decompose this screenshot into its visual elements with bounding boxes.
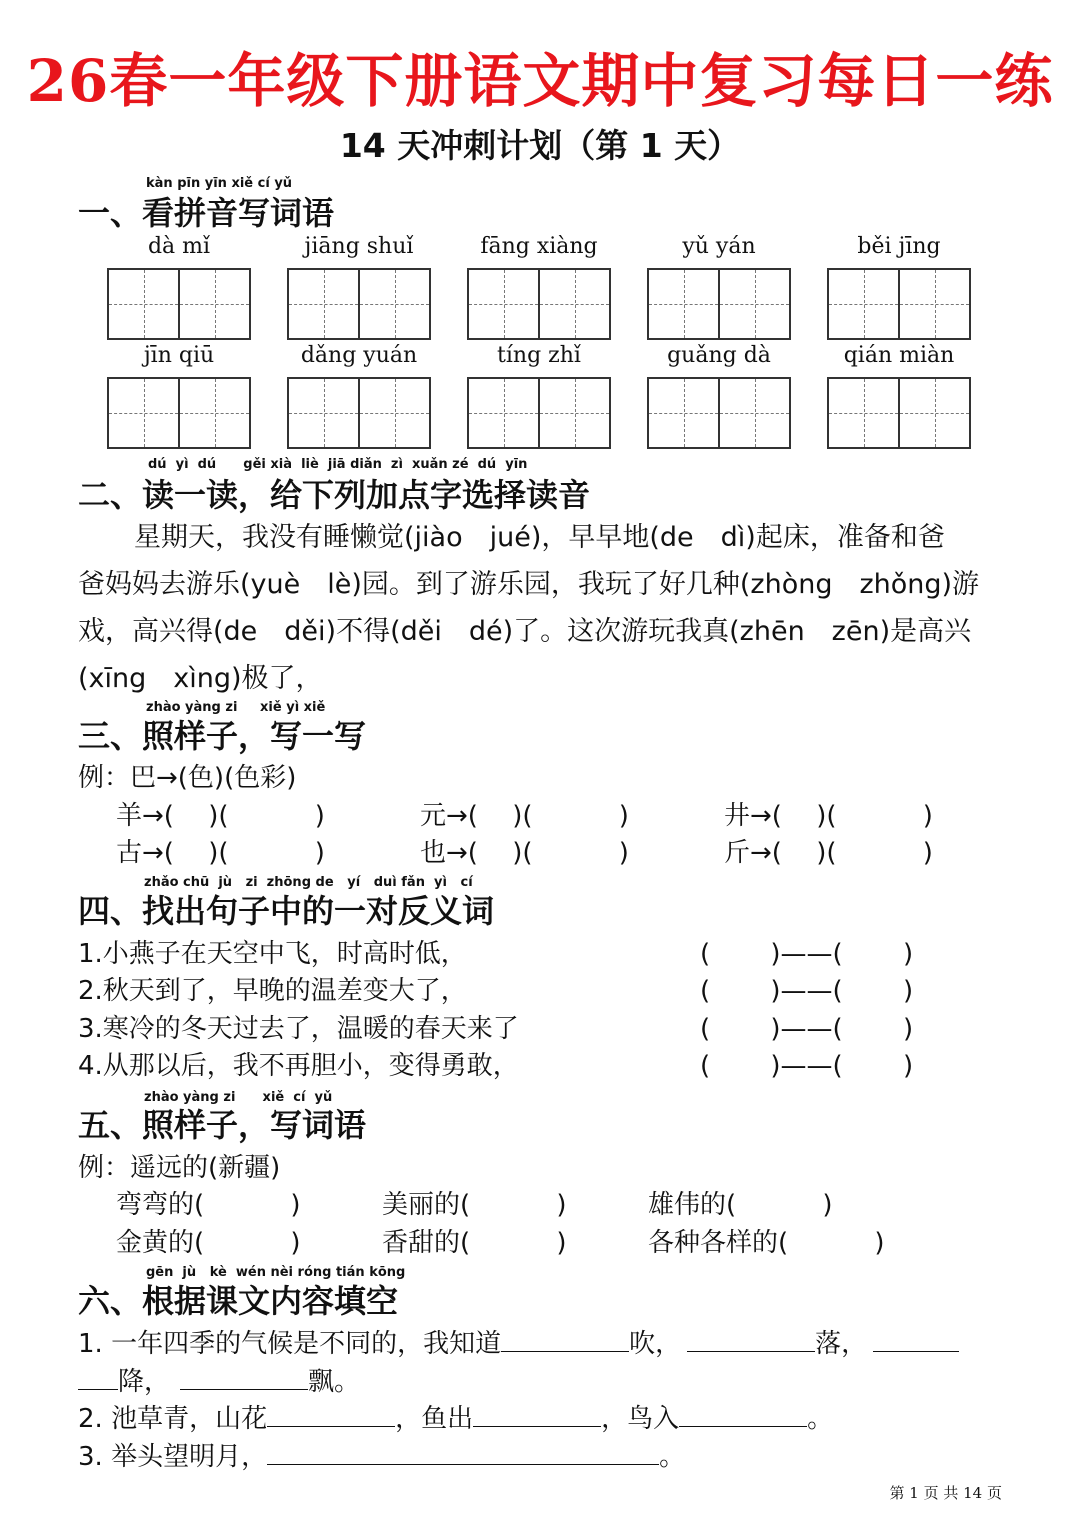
fill-item[interactable]: 羊→( )( ): [116, 801, 325, 831]
sentence-2: 2.秋天到了，早晚的温差变大了，: [78, 976, 467, 1006]
pinyin-1: dà mǐ: [147, 234, 211, 259]
page-title: 26春一年级下册语文期中复习每日一练: [26, 47, 1054, 115]
section-1-heading: 一、看拼音写词语: [78, 194, 335, 232]
section-1-pinyin: kàn pīn yīn xiě cí yǔ: [146, 176, 293, 191]
fill-line-1: [78, 1323, 959, 1360]
section-6-heading: 六、根据课文内容填空: [78, 1282, 399, 1320]
fill-text: 1. 一年四季的气候是不同的，我知道: [78, 1329, 502, 1359]
writing-grid[interactable]: [827, 377, 971, 449]
writing-grid[interactable]: [647, 377, 791, 449]
answer-blank[interactable]: [78, 1365, 118, 1390]
fill-text: 3. 举头望明月，: [78, 1442, 268, 1472]
fill-item[interactable]: 井→( )( ): [724, 801, 933, 831]
passage-line-2: 爸妈妈去游乐(yuè lè)园。到了游乐园，我玩了好几种(zhòng zhǒng)游: [78, 569, 980, 600]
pinyin-9: guǎng dà: [667, 343, 771, 368]
section-5-heading: 五、照样子，写词语: [78, 1106, 367, 1144]
fill-line-1b: [78, 1361, 360, 1398]
answer-blank[interactable]: [267, 1440, 659, 1465]
writing-grid[interactable]: [467, 268, 611, 340]
fill-item[interactable]: 各种各样的( ): [648, 1228, 885, 1258]
answer-blank[interactable]: [473, 1402, 601, 1427]
fill-text: 2. 池草青，山花: [78, 1404, 268, 1434]
pinyin-2: jiāng shuǐ: [304, 234, 414, 259]
fill-item[interactable]: 元→( )( ): [420, 801, 629, 831]
pinyin-8: tíng zhǐ: [497, 343, 581, 368]
passage-line-1: 星期天，我没有睡懒觉(jiào jué)，早早地(de dì)起床，准备和爸: [134, 522, 945, 553]
section-3-heading: 三、照样子，写一写: [78, 717, 367, 755]
answer-blank[interactable]: [873, 1327, 959, 1352]
pinyin-6: jīn qiū: [143, 343, 215, 368]
section-4-pinyin: zhǎo chū jù zi zhōng de yí duì fǎn yì cí: [144, 875, 473, 890]
answer-blank[interactable]: [180, 1365, 308, 1390]
fill-text: 。: [659, 1442, 686, 1472]
fill-line-3: [78, 1436, 685, 1473]
section-3-example: 例：巴→(色)(色彩): [78, 763, 297, 793]
writing-grid[interactable]: [287, 377, 431, 449]
writing-grid[interactable]: [107, 268, 251, 340]
fill-text: 降，: [118, 1367, 171, 1397]
pinyin-7: dǎng yuán: [300, 343, 418, 368]
section-6-pinyin: gēn jù kè wén nèi róng tián kōng: [146, 1265, 406, 1280]
passage-line-4: (xīng xìng)极了，: [78, 663, 323, 694]
answer-blank[interactable]: [679, 1402, 807, 1427]
sentence-4: 4.从那以后，我不再胆小，变得勇敢，: [78, 1051, 519, 1081]
fill-text: 。: [807, 1404, 834, 1434]
section-5-pinyin: zhào yàng zi xiě cí yǔ: [144, 1090, 333, 1105]
fill-text: 吹，: [629, 1329, 682, 1359]
answer-blank[interactable]: [501, 1327, 629, 1352]
antonym-answer[interactable]: ( )——( ): [700, 1051, 914, 1081]
passage-line-3: 戏，高兴得(de děi)不得(děi dé)了。这次游玩我真(zhēn zēn)是高兴: [78, 616, 972, 647]
pinyin-10: qián miàn: [843, 343, 955, 368]
answer-blank[interactable]: [687, 1327, 815, 1352]
fill-item[interactable]: 也→( )( ): [420, 838, 629, 868]
page-number: 第 1 页 共 14 页: [889, 1484, 1002, 1502]
fill-item[interactable]: 香甜的( ): [382, 1228, 567, 1258]
section-3-pinyin: zhào yàng zi xiě yì xiě: [146, 700, 326, 715]
page-subtitle: 14 天冲刺计划（第 1 天）: [339, 126, 741, 165]
fill-item[interactable]: 弯弯的( ): [116, 1190, 301, 1220]
section-5-example: 例：遥远的(新疆): [78, 1153, 281, 1183]
fill-text: 落，: [815, 1329, 868, 1359]
sentence-3: 3.寒冷的冬天过去了，温暖的春天来了: [78, 1014, 519, 1044]
section-2-pinyin: dú yì dú gěi xià liè jiā diǎn zì xuǎn zé dú yīn: [148, 457, 528, 472]
fill-item[interactable]: 美丽的( ): [382, 1190, 567, 1220]
fill-text: ，鱼出: [395, 1404, 474, 1434]
antonym-answer[interactable]: ( )——( ): [700, 1014, 914, 1044]
writing-grid[interactable]: [467, 377, 611, 449]
writing-grid[interactable]: [647, 268, 791, 340]
antonym-answer[interactable]: ( )——( ): [700, 976, 914, 1006]
writing-grid[interactable]: [827, 268, 971, 340]
pinyin-3: fāng xiàng: [480, 234, 598, 259]
section-2-heading: 二、读一读，给下列加点字选择读音: [78, 476, 591, 514]
fill-item[interactable]: 雄伟的( ): [648, 1190, 833, 1220]
fill-text: 飘。: [308, 1367, 361, 1397]
sentence-1: 1.小燕子在天空中飞，时高时低，: [78, 939, 467, 969]
fill-text: ，鸟入: [601, 1404, 680, 1434]
answer-blank[interactable]: [267, 1402, 395, 1427]
fill-item[interactable]: 斤→( )( ): [724, 838, 933, 868]
pinyin-5: běi jīng: [857, 234, 941, 259]
pinyin-4: yǔ yán: [682, 234, 756, 259]
section-4-heading: 四、找出句子中的一对反义词: [78, 892, 495, 930]
fill-item[interactable]: 金黄的( ): [116, 1228, 301, 1258]
antonym-answer[interactable]: ( )——( ): [700, 939, 914, 969]
writing-grid[interactable]: [287, 268, 431, 340]
fill-item[interactable]: 古→( )( ): [116, 838, 325, 868]
fill-line-2: [78, 1398, 833, 1435]
writing-grid[interactable]: [107, 377, 251, 449]
